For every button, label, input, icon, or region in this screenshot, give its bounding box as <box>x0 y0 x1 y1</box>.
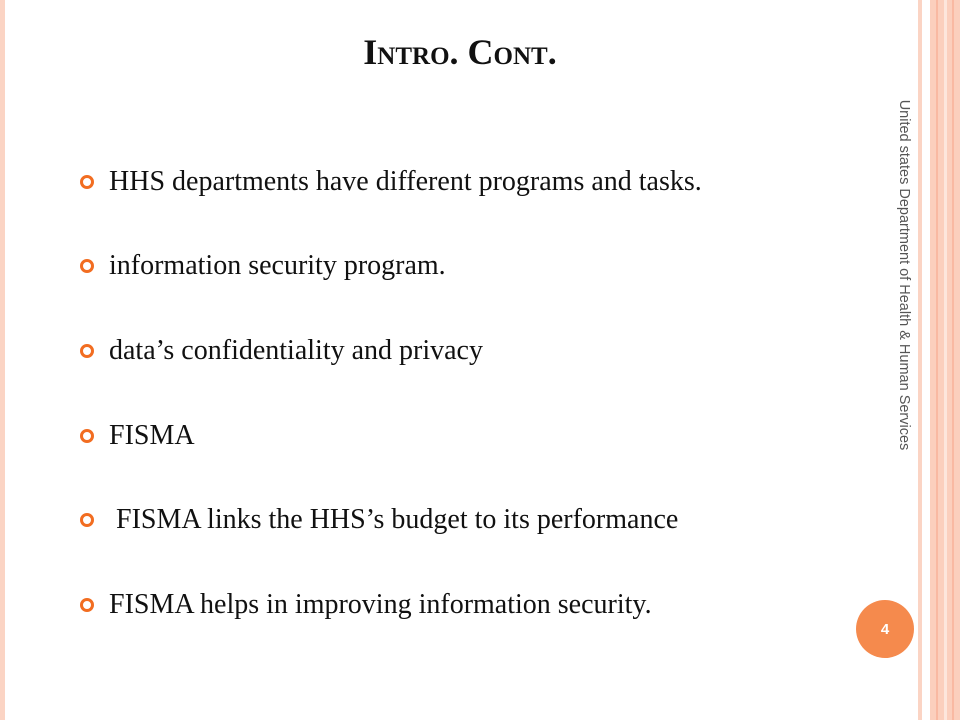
right-decorative-line <box>944 0 947 720</box>
right-decorative-line <box>952 0 954 720</box>
slide-title: Intro. Cont. <box>363 32 557 72</box>
bullet-text: data’s confidentiality and privacy <box>109 335 483 366</box>
bullet-item <box>80 331 483 371</box>
bullet-text: FISMA helps in improving information security. <box>109 589 652 620</box>
bullet-text: FISMA links the HHS’s budget to its performance <box>109 504 679 535</box>
bullet-text: FISMA <box>109 420 195 451</box>
ring-bullet-icon <box>80 429 94 443</box>
ring-bullet-icon <box>80 513 94 527</box>
ring-bullet-icon <box>80 259 94 273</box>
bullet-item <box>80 500 678 540</box>
bullet-item <box>80 416 195 456</box>
ring-bullet-icon <box>80 344 94 358</box>
ring-bullet-icon <box>80 175 94 189</box>
bullet-item <box>80 246 446 286</box>
right-decorative-gap <box>922 0 930 720</box>
ring-bullet-icon <box>80 598 94 612</box>
bullet-text: HHS departments have different programs and tasks. <box>109 166 702 197</box>
bullet-text: information security program. <box>109 250 446 281</box>
left-decorative-stripe <box>0 0 5 720</box>
bullet-item <box>80 162 702 202</box>
bullet-item <box>80 585 652 625</box>
right-decorative-line <box>936 0 938 720</box>
bullet-list <box>80 0 870 720</box>
page-number-badge: 4 <box>856 600 914 658</box>
side-label-text: United states Department of Health & Human Services <box>896 99 912 451</box>
